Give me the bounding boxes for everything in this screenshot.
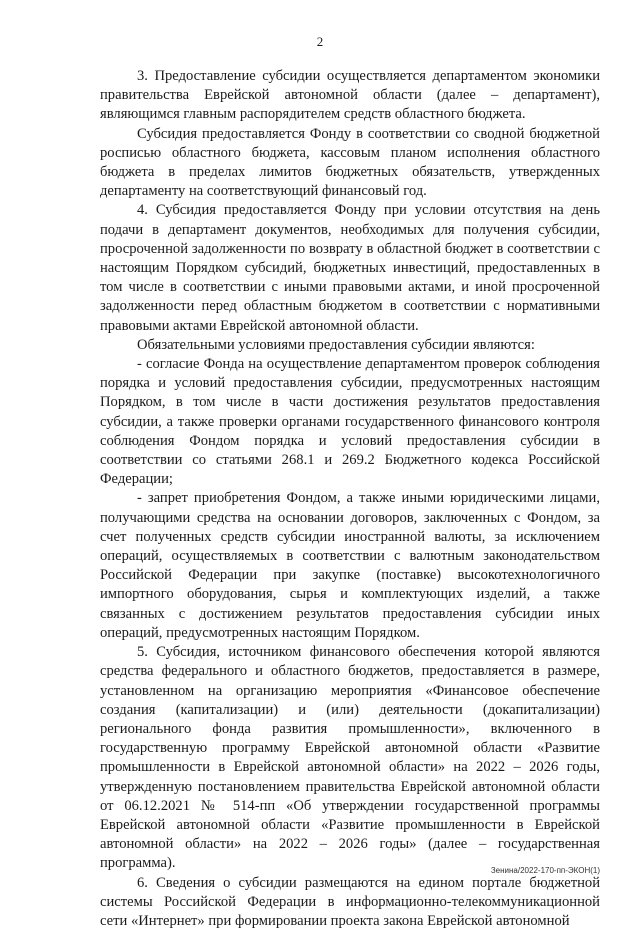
- paragraph-6-portal: 6. Сведения о субсидии размещаются на едином портале бюджетной системы Российской Федерации в информационно-телекоммуникационной сети «Интернет» при формировании проекта закона Еврейской автономной: [100, 874, 600, 929]
- footer-document-code: Зенина/2022-170-пп-ЭКОН(1): [490, 866, 600, 875]
- list-item-currency-ban: - запрет приобретения Фондом, а также иными юридическими лицами, получающими средства на основании договоров, заключенных с Фондом, за счет полученных средств субсидии иностранной валюты, за исключением операций, осуществляемых в соответствии с валютным законодательством Российской Федерации при закупке (поставке) высокотехнологичного импортного оборудования, сырья и комплектующих изделий, а также связанных с достижением результатов предоставления субсидии иных операций, предусмотренных настоящим Порядком.: [100, 490, 600, 641]
- paragraph-5-amount: 5. Субсидия, источником финансового обеспечения которой являются средства федерального и областного бюджетов, предоставляется в размере, установленном на организацию мероприятия «Финансовое обеспечение создания (капитализации) и (или) деятельности (докапитализации) регионального фонда развития промышленности», включенного в государственную программу Еврейской автономной области «Развитие промышленности в Еврейской автономной области» на 2022 – 2026 годы, утвержденную постановлением правительства Еврейской автономной области от 06.12.2021 № 514-пп «Об утверждении государственной программы Еврейской автономной области «Развитие промышленности в Еврейской автономной области» на 2022 – 2026 годы» (далее – государственная программа).: [100, 644, 600, 872]
- paragraph-subsidy-budget: Субсидия предоставляется Фонду в соответствии со сводной бюджетной росписью областного бюджета, кассовым планом исполнения областного бюджета в пределах лимитов бюджетных обязательств, утвержденных департаменту на соответствующий финансовый год.: [100, 125, 600, 200]
- document-body: [100, 67, 600, 931]
- page-number: 2: [316, 34, 324, 49]
- paragraph-mandatory-conditions: Обязательными условиями предоставления субсидии являются:: [137, 336, 535, 353]
- list-item-consent: - согласие Фонда на осуществление департаментом проверок соблюдения порядка и условий предоставления субсидии, предусмотренных настоящим Порядком, в том числе в части достижения результатов предоставления субсидии, а также проверки органами государственного финансового контроля соблюдения Фондом порядка и условий предоставления субсидии в соответствии со статьями 268.1 и 269.2 Бюджетного кодекса Российской Федерации;: [100, 356, 600, 488]
- paragraph-4-conditions: 4. Субсидия предоставляется Фонду при условии отсутствия на день подачи в департамент документов, необходимых для получения субсидии, просроченной задолженности по возврату в областной бюджет в соответствии с настоящим Порядком субсидий, бюджетных инвестиций, предоставленных в том числе в соответствии с иными правовыми актами, и иной просроченной задолженности перед областным бюджетом в соответствии с нормативными правовыми актами Еврейской автономной области.: [100, 202, 600, 334]
- paragraph-3-provider: 3. Предоставление субсидии осуществляется департаментом экономики правительства Еврейской автономной области (далее – департамент), являющимся главным распорядителем средств областного бюджета.: [100, 68, 600, 123]
